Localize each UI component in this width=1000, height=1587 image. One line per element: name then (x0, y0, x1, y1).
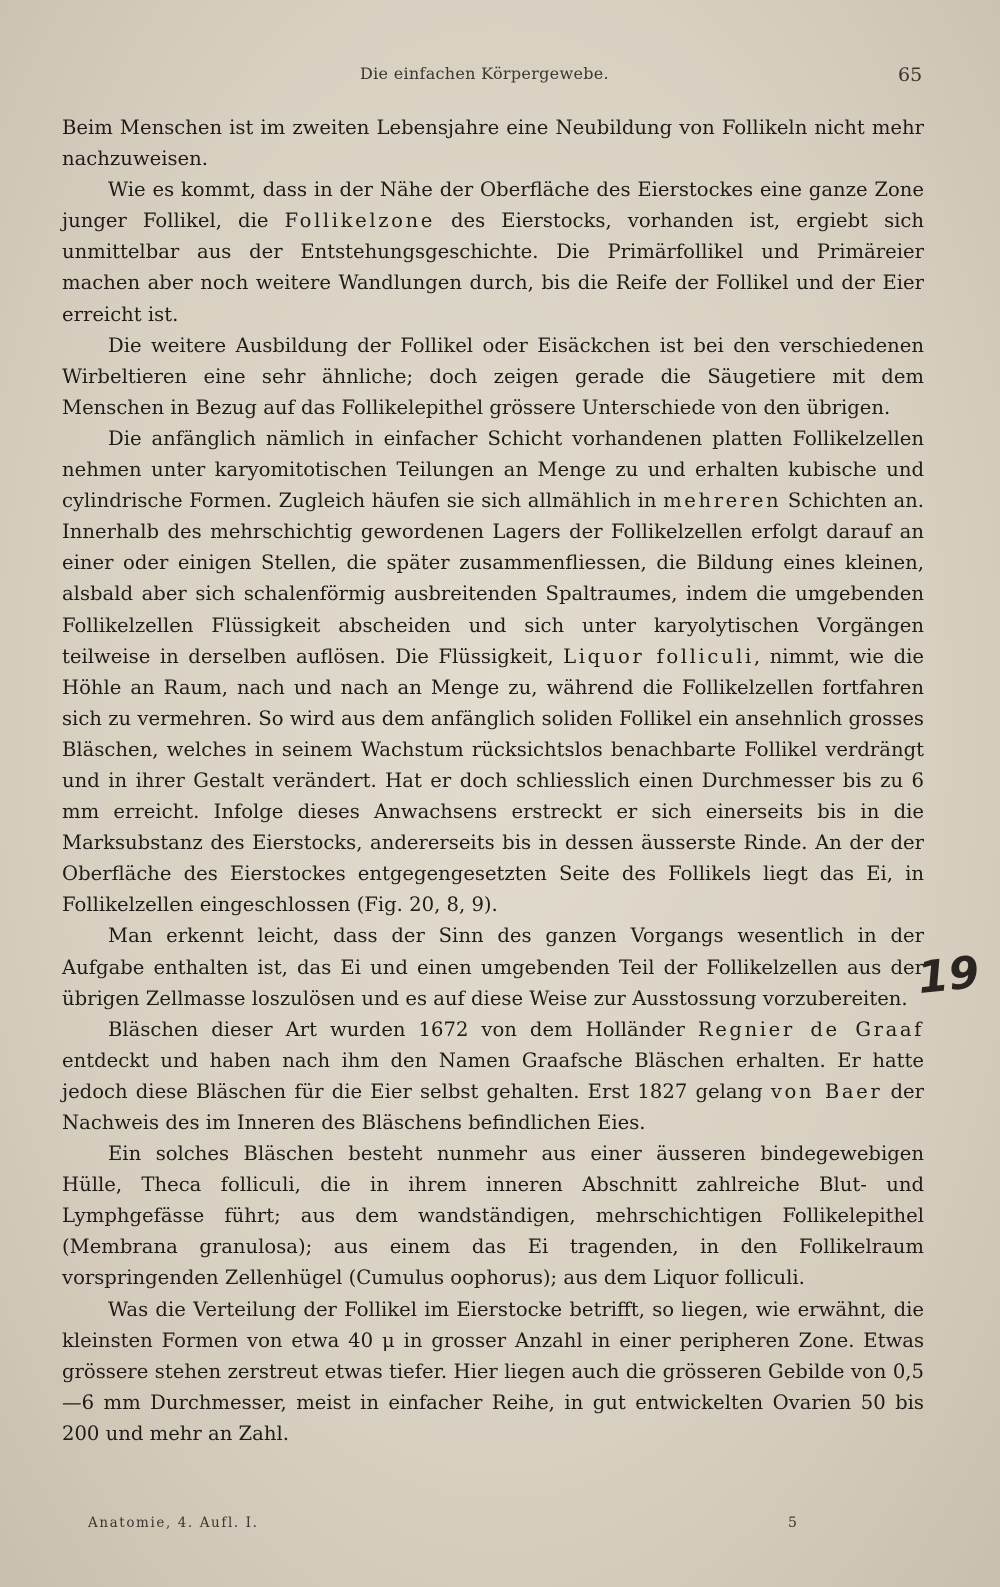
paragraph-6 (62, 1014, 924, 1138)
paragraph-text: Bläschen dieser Art wurden 1672 von dem Holländer (108, 1017, 698, 1041)
paragraph-text: Beim Menschen ist im zweiten Lebensjahre eine Neubildung von Follikeln nicht mehr nachzuweisen. (62, 116, 924, 171)
paragraph-text: Man erkennt leicht, dass der Sinn des ganzen Vorgangs wesentlich in der Aufgabe enthalten ist, das Ei und einen umgebenden Teil der Follikelzellen aus der übrigen Zellmasse loszulösen und es auf diese Weise zur Ausstossung vorzubereiten. (62, 924, 924, 1010)
paragraph-8 (62, 1294, 924, 1449)
term-mehreren: mehreren (663, 489, 782, 513)
paragraph-text: Wie es kommt, dass in der Nähe der Oberfläche des Eierstockes eine ganze Zone junger Follikel, die (62, 178, 924, 233)
name-von-baer: von Baer (770, 1079, 883, 1103)
paragraph-text: des Eierstocks, vorhanden ist, ergiebt sich unmittelbar aus der Entstehungsgeschichte. Die Primärfollikel und Primäreier machen aber noch weitere Wandlungen durch, bis die Reife der Follikel und der Eier erreicht ist. (62, 209, 925, 326)
running-head (0, 64, 1000, 88)
paragraph-text: entdeckt und haben nach ihm den Namen Graafsche Bläschen erhalten. Er hatte jedoch diese Bläschen für die Eier selbst gehalten. Erst 1827 gelang (62, 1048, 924, 1103)
name-regnier-de-graaf: Regnier de Graaf (697, 1017, 924, 1041)
paragraph-3 (62, 330, 924, 423)
paragraph-5 (62, 920, 924, 1013)
body-text (62, 112, 924, 1449)
paragraph-text: Was die Verteilung der Follikel im Eierstocke betrifft, so liegen, wie erwähnt, die kleinsten Formen von etwa 40 μ in grosser Anzahl in einer peripheren Zone. Etwas grössere stehen zerstreut etwas tiefer. Hier liegen auch die grösseren Gebilde von 0,5—6 mm Durchmesser, meist in einfacher Reihe, in gut entwickelten Ovarien 50 bis 200 und mehr an Zahl. (62, 1297, 924, 1445)
page-number: 65 (898, 64, 923, 86)
paragraph-1 (62, 112, 924, 174)
term-follikelzone: Follikelzone (284, 209, 435, 233)
handwritten-margin-note: 19 (915, 946, 982, 1005)
paragraph-text: , nimmt, wie die Höhle an Raum, nach und nach an Menge zu, während die Follikelzellen fortfahren sich zu vermehren. So wird aus dem anfänglich soliden Follikel ein ansehnlich grosses Bläschen, welches in seinem Wachstum rücksichtslos benachbarte Follikel verdrängt und in ihrer Gestalt verändert. Hat er doch schliesslich einen Durchmesser bis zu 6 mm erreicht. Infolge dieses Anwachsens erstreckt er sich einerseits bis in die Marksubstanz des Eierstocks, andererseits bis in dessen äusserste Rinde. An der der Oberfläche des Eierstockes entgegengesetzten Seite des Follikels liegt das Ei, in Follikelzellen eingeschlossen (Fig. 20, 8, 9). (62, 644, 924, 917)
paragraph-text: Die weitere Ausbildung der Follikel oder Eisäckchen ist bei den verschiedenen Wirbeltieren eine sehr ähnliche; doch zeigen gerade die Säugetiere mit dem Menschen in Bezug auf das Follikelepithel grössere Unterschiede von den übrigen. (62, 333, 924, 419)
footer-sheet-number: 5 (788, 1515, 797, 1531)
running-title: Die einfachen Körpergewebe. (360, 64, 609, 83)
term-liquor-folliculi: Liquor folliculi (563, 644, 754, 668)
page-footer (0, 1515, 1000, 1537)
paragraph-text: Schichten an. Innerhalb des mehrschichtig gewordenen Lagers der Follikelzellen erfolgt darauf an einer oder einigen Stellen, die später zusammenfliessen, die Bildung eines kleinen, alsbald aber sich schalenförmig ausbreitenden Spaltraumes, indem die umgebenden Follikelzellen Flüssigkeit abscheiden und sich unter karyolytischen Vorgängen teilweise in derselben auflösen. Die Flüssigkeit, (62, 489, 924, 668)
paragraph-text: der Nachweis des im Inneren des Bläschens befindlichen Eies. (62, 1079, 924, 1134)
paragraph-text: Die anfänglich nämlich in einfacher Schicht vorhandenen platten Follikelzellen nehmen unter karyomitotischen Teilungen an Menge zu und erhalten kubische und cylindrische Formen. Zugleich häufen sie sich allmählich in (62, 426, 924, 513)
paragraph-text: Ein solches Bläschen besteht nunmehr aus einer äusseren bindegewebigen Hülle, Theca folliculi, die in ihrem inneren Abschnitt zahlreiche Blut- und Lymphgefässe führt; aus dem wandständigen, mehrschichtigen Follikelepithel (Membrana granulosa); aus einem das Ei tragenden, in den Follikelraum vorspringenden Zellenhügel (Cumulus oophorus); aus dem Liquor folliculi. (62, 1142, 924, 1290)
paragraph-7 (62, 1138, 924, 1293)
paragraph-4 (62, 423, 924, 921)
footer-signature: Anatomie, 4. Aufl. I. (88, 1515, 259, 1531)
paragraph-2 (62, 174, 924, 329)
